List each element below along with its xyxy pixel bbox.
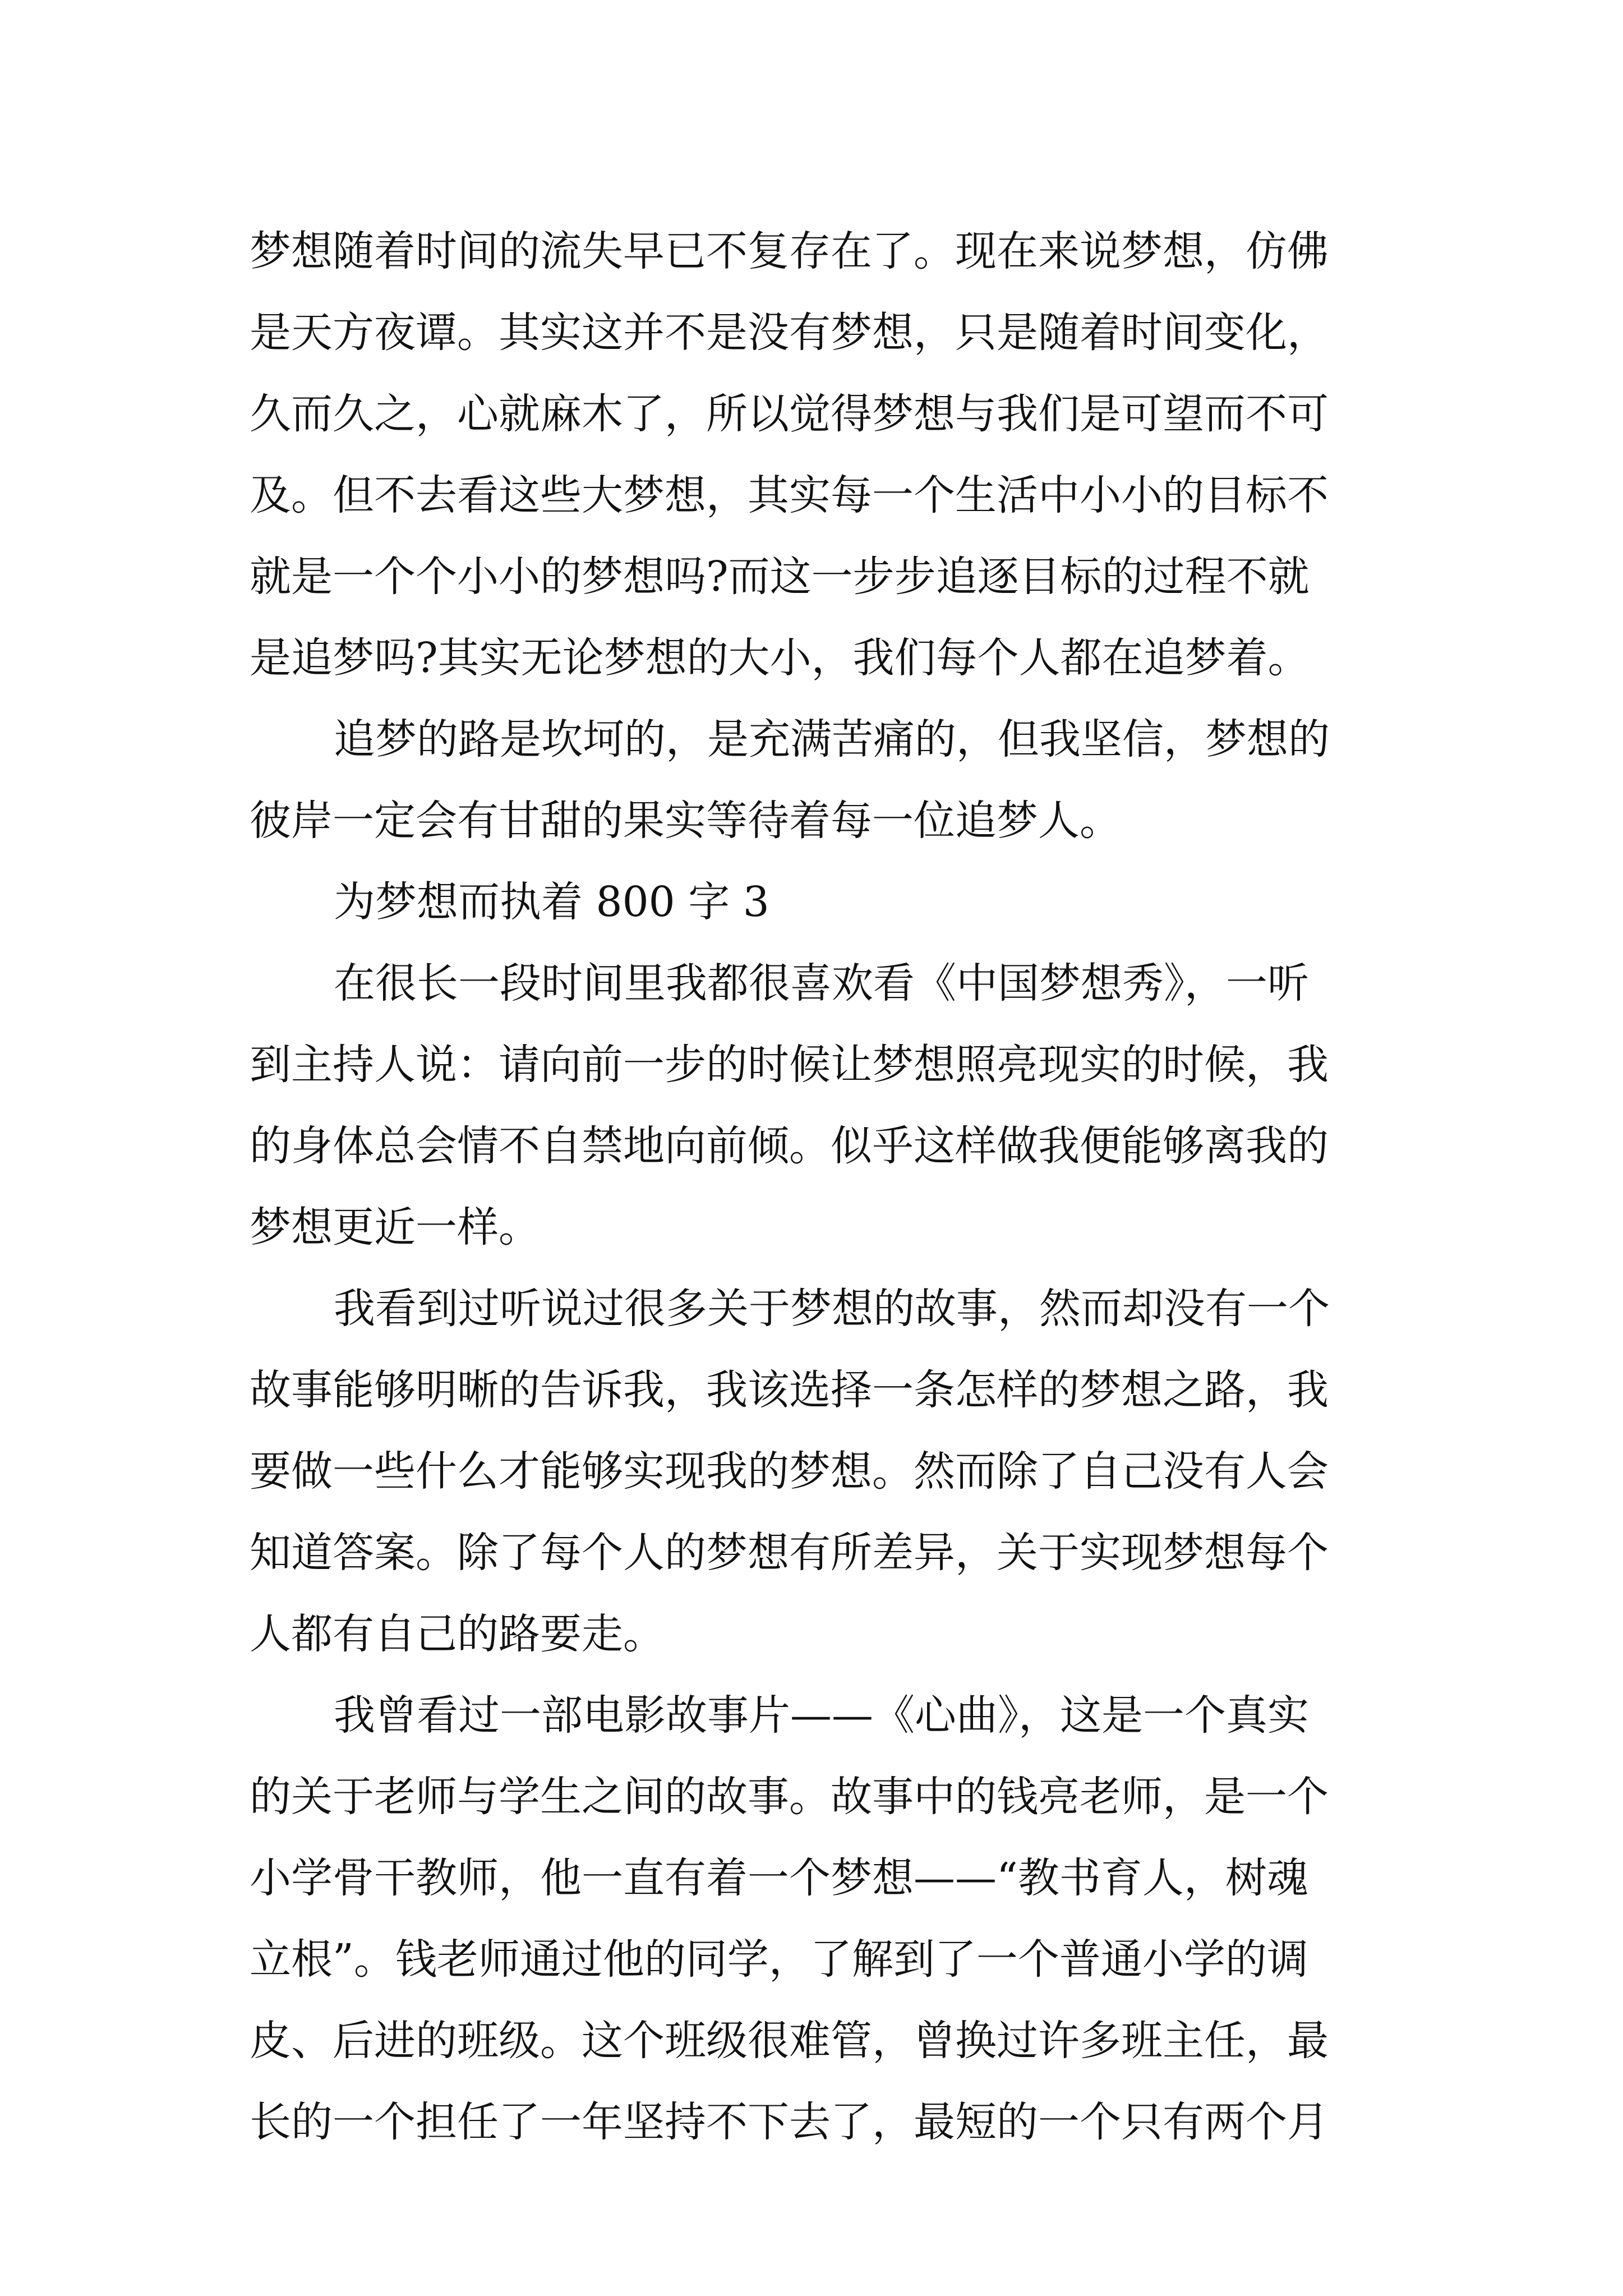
- text-line: 立根”。钱老师通过他的同学，了解到了一个普通小学的调: [250, 1935, 1308, 1984]
- paragraph-2: [250, 699, 1394, 862]
- section-heading: [250, 862, 1394, 943]
- text-line: 久而久之，心就麻木了，所以觉得梦想与我们是可望而不可: [250, 390, 1329, 438]
- text-line: 故事能够明晰的告诉我，我该选择一条怎样的梦想之路，我: [250, 1366, 1329, 1414]
- text-line: 人都有自己的路要走。: [250, 1610, 665, 1658]
- text-line: 我看到过听说过很多关于梦想的故事，然而却没有一个: [334, 1285, 1330, 1333]
- text-line: 到主持人说：请向前一步的时候让梦想照亮现实的时候，我: [250, 1041, 1329, 1089]
- section-title: 为梦想而执着 800 字 3: [334, 878, 769, 926]
- text-line: 小学骨干教师，他一直有着一个梦想——“教书育人，树魂: [250, 1854, 1308, 1902]
- text-line: 我曾看过一部电影故事片——《心曲》，这是一个真实: [334, 1691, 1309, 1740]
- text-line: 知道答案。除了每个人的梦想有所差异，关于实现梦想每个: [250, 1529, 1329, 1577]
- paragraph-4: [250, 1268, 1394, 1675]
- text-line: 要做一些什么才能够实现我的梦想。然而除了自己没有人会: [250, 1447, 1329, 1496]
- paragraph-5: [250, 1675, 1394, 2163]
- paragraph-3: [250, 943, 1394, 1268]
- text-line: 是天方夜谭。其实这并不是没有梦想，只是随着时间变化，: [250, 309, 1329, 357]
- text-line: 梦想更近一样。: [250, 1203, 540, 1251]
- text-line: 就是一个个小小的梦想吗?而这一步步追逐目标的过程不就: [250, 553, 1310, 601]
- text-line: 彼岸一定会有甘甜的果实等待着每一位追梦人。: [250, 797, 1121, 845]
- text-line: 梦想随着时间的流失早已不复存在了。现在来说梦想，仿佛: [250, 227, 1329, 275]
- text-line: 及。但不去看这些大梦想，其实每一个生活中小小的目标不: [250, 471, 1329, 519]
- text-line: 是追梦吗?其实无论梦想的大小，我们每个人都在追梦着。: [250, 634, 1310, 682]
- paragraph-1: [250, 211, 1394, 699]
- text-line: 皮、后进的班级。这个班级很难管，曾换过许多班主任，最: [250, 2017, 1329, 2065]
- text-line: 追梦的路是坎坷的，是充满苦痛的，但我坚信，梦想的: [334, 715, 1330, 763]
- text-line: 的身体总会情不自禁地向前倾。似乎这样做我便能够离我的: [250, 1122, 1329, 1170]
- document-body: [250, 211, 1394, 2163]
- text-line: 长的一个担任了一年坚持不下去了，最短的一个只有两个月: [250, 2098, 1329, 2146]
- text-line: 在很长一段时间里我都很喜欢看《中国梦想秀》，一听: [334, 959, 1309, 1007]
- text-line: 的关于老师与学生之间的故事。故事中的钱亮老师，是一个: [250, 1773, 1329, 1821]
